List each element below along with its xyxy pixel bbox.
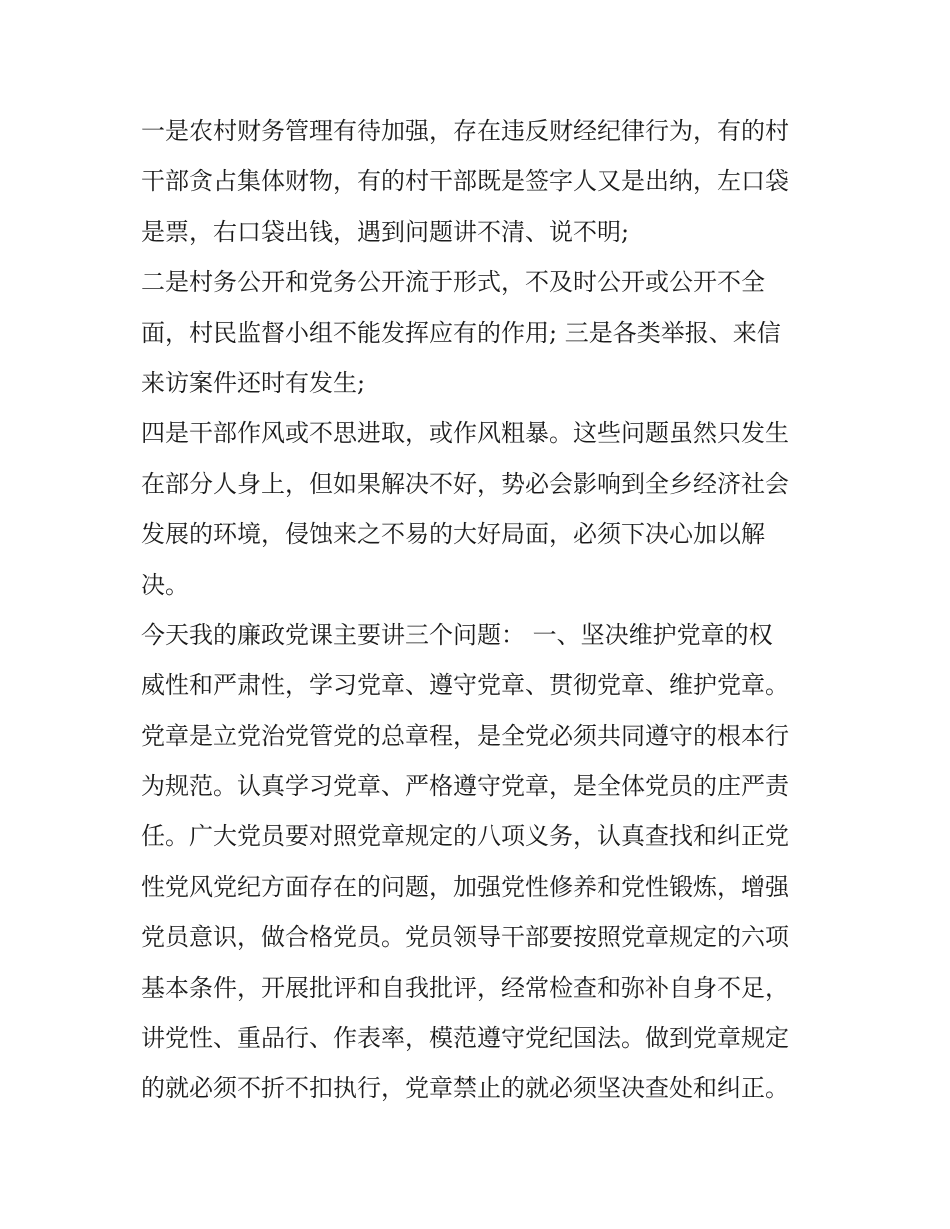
paragraph-4 [141,610,813,1114]
paragraph-2 [141,257,813,408]
text-line: 二是村务公开和党务公开流于形式，不及时公开或公开不全 [141,268,765,297]
paragraph-3 [141,408,813,610]
text-line: 党章是立党治党管党的总章程，是全党必须共同遵守的根本行 [141,721,789,750]
text-line: 四是干部作风或不思进取，或作风粗暴。这些问题虽然只发生 [141,419,789,448]
text-line: 讲党性、重品行、作表率，模范遵守党纪国法。做到党章规定 [141,1024,789,1053]
text-line: 干部贪占集体财物，有的村干部既是签字人又是出纳，左口袋 [141,167,789,196]
text-line: 是票，右口袋出钱，遇到问题讲不清、说不明; [141,217,630,246]
text-line: 发展的环境，侵蚀来之不易的大好局面，必须下决心加以解 [141,520,765,549]
text-line: 基本条件，开展批评和自我批评，经常检查和弥补自身不足， [141,973,789,1002]
text-line: 决。 [141,570,189,599]
text-line: 今天我的廉政党课主要讲三个问题： 一、坚决维护党章的权 [141,620,773,649]
text-line: 来访案件还时有发生; [141,368,366,397]
text-line: 性党风党纪方面存在的问题，加强党性修养和党性锻炼，增强 [141,872,789,901]
text-line: 党员意识，做合格党员。党员领导干部要按照党章规定的六项 [141,923,789,952]
text-line: 的就必须不折不扣执行，党章禁止的就必须坚决查处和纠正。 [141,1074,789,1103]
document-body [141,106,813,1114]
text-line: 任。广大党员要对照党章规定的八项义务，认真查找和纠正党 [141,822,789,851]
text-line: 一是农村财务管理有待加强，存在违反财经纪律行为，有的村 [141,117,789,145]
text-line: 为规范。认真学习党章、严格遵守党章，是全体党员的庄严责 [141,772,789,801]
paragraph-1 [141,106,813,257]
text-line: 面，村民监督小组不能发挥应有的作用; 三是各类举报、来信 [141,318,781,347]
text-line: 在部分人身上，但如果解决不好，势必会影响到全乡经济社会 [141,469,789,498]
text-line: 威性和严肃性，学习党章、遵守党章、贯彻党章、维护党章。 [141,671,789,700]
